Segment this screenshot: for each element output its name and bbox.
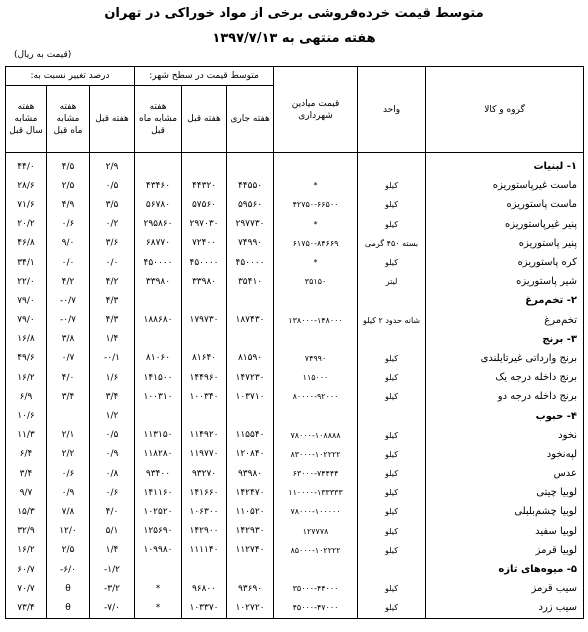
price-table xyxy=(5,66,584,619)
row-previous-week: ۵۷۵۶۰ xyxy=(182,195,227,214)
row-change-year-week: ۳۴/۱ xyxy=(6,253,47,272)
row-name: ۲- تخم‌مرغ xyxy=(426,291,584,310)
row-change-year-week: ۷۹/۰ xyxy=(6,291,47,310)
row-change-year-week: ۶/۹ xyxy=(6,387,47,406)
header-prev-week: هفته قبل xyxy=(182,86,227,153)
row-change-previous-week: ۰/۶ xyxy=(90,483,135,502)
row-month-week: ۶۸۷۷۰ xyxy=(135,234,182,253)
row-change-month-week: ۴/۰ xyxy=(47,368,90,387)
row-unit: کیلو xyxy=(358,215,426,234)
row-unit: کیلو xyxy=(358,579,426,598)
row-name: ۵- میوه‌های تازه xyxy=(426,560,584,579)
row-change-year-week: ۲۸/۶ xyxy=(6,176,47,195)
row-market-price xyxy=(274,560,358,579)
row-unit: کیلو xyxy=(358,598,426,618)
row-change-month-week: -۰/۷ xyxy=(47,291,90,310)
row-change-previous-week: ۴/۲ xyxy=(90,272,135,291)
row-change-month-week: ۲/۵ xyxy=(47,176,90,195)
row-change-month-week: ۲/۵ xyxy=(47,541,90,560)
row-unit: کیلو xyxy=(358,445,426,464)
row-current-week: ۱۸۷۴۳۰ xyxy=(227,311,274,330)
row-change-year-week: ۷۳/۴ xyxy=(6,598,47,618)
row-previous-week xyxy=(182,406,227,425)
row-market-price: ۸۵۰۰۰-۱۰۲۲۲۲ xyxy=(274,541,358,560)
header-market: قیمت میادین شهرداری xyxy=(274,67,358,153)
row-unit xyxy=(358,406,426,425)
table-row xyxy=(6,426,584,445)
header-group: گروه و کالا xyxy=(426,67,584,153)
table-row xyxy=(6,445,584,464)
row-unit: لیتر xyxy=(358,272,426,291)
table-row xyxy=(6,502,584,521)
row-change-month-week: ۲/۱ xyxy=(47,426,90,445)
row-name: ماست غیرپاستوریزه xyxy=(426,176,584,195)
row-current-week: ۱۱۲۷۴۰ xyxy=(227,541,274,560)
row-previous-week: ۱۰۶۳۰۰ xyxy=(182,502,227,521)
row-unit: کیلو xyxy=(358,483,426,502)
row-unit: کیلو xyxy=(358,253,426,272)
row-unit xyxy=(358,291,426,310)
row-change-previous-week: ۳/۵ xyxy=(90,195,135,214)
row-current-week: ۱۴۲۴۷۰ xyxy=(227,483,274,502)
row-month-week: ۱۲۵۶۹۰ xyxy=(135,522,182,541)
row-change-previous-week: ۳/۶ xyxy=(90,234,135,253)
row-change-previous-week: -۷/۰ xyxy=(90,598,135,618)
row-name: پنیر پاستوریزه xyxy=(426,234,584,253)
row-previous-week xyxy=(182,330,227,349)
row-name: ۳- برنج xyxy=(426,330,584,349)
row-market-price: ۳۵۰۰۰-۴۴۰۰۰ xyxy=(274,579,358,598)
row-month-week: ۸۱۰۶۰ xyxy=(135,349,182,368)
row-unit: کیلو xyxy=(358,387,426,406)
row-current-week: ۱۲۰۸۴۰ xyxy=(227,445,274,464)
row-previous-week: ۱۱۹۷۷۰ xyxy=(182,445,227,464)
row-unit: بسته ۴۵۰ گرمی xyxy=(358,234,426,253)
row-previous-week: ۷۲۴۰۰ xyxy=(182,234,227,253)
row-change-month-week: ۹/۰ xyxy=(47,234,90,253)
row-change-year-week: ۳۲/۹ xyxy=(6,522,47,541)
row-current-week: ۳۵۴۱۰ xyxy=(227,272,274,291)
row-change-year-week: ۱۵/۳ xyxy=(6,502,47,521)
row-name: شیر پاستوریزه xyxy=(426,272,584,291)
row-change-month-week: ۰/۶ xyxy=(47,464,90,483)
row-current-week: ۱۰۳۷۱۰ xyxy=(227,387,274,406)
row-change-previous-week: ۴/۳ xyxy=(90,311,135,330)
table-row xyxy=(6,311,584,330)
report-subtitle: هفته منتهی به ۱۳۹۷/۷/۱۳ xyxy=(212,31,376,46)
row-current-week: ۵۹۵۶۰ xyxy=(227,195,274,214)
row-change-month-week: ۴/۲ xyxy=(47,272,90,291)
row-market-price: ۳۵۱۵۰ xyxy=(274,272,358,291)
header-unit: واحد xyxy=(358,67,426,153)
table-row xyxy=(6,272,584,291)
row-change-month-week: θ xyxy=(47,598,90,618)
row-previous-week xyxy=(182,153,227,177)
row-change-year-week: ۱۶/۲ xyxy=(6,541,47,560)
category-row xyxy=(6,406,584,425)
row-change-previous-week: ۱/۴ xyxy=(90,330,135,349)
row-unit: کیلو xyxy=(358,195,426,214)
row-previous-week: ۲۹۷۰۳۰ xyxy=(182,215,227,234)
table-body xyxy=(6,153,584,619)
row-name: برنج داخله درجه دو xyxy=(426,387,584,406)
row-name: سیب زرد xyxy=(426,598,584,618)
row-name: کره پاستوریزه xyxy=(426,253,584,272)
row-market-price: * xyxy=(274,253,358,272)
row-market-price xyxy=(274,291,358,310)
row-previous-week: ۴۴۳۲۰ xyxy=(182,176,227,195)
row-unit: کیلو xyxy=(358,349,426,368)
row-change-month-week: ۳/۴ xyxy=(47,387,90,406)
row-change-month-week: ۳/۸ xyxy=(47,330,90,349)
row-market-price: ۴۵۰۰۰-۴۷۰۰۰ xyxy=(274,598,358,618)
row-change-previous-week: ۰/۲ xyxy=(90,215,135,234)
table-row xyxy=(6,253,584,272)
row-month-week: ۱۱۳۱۵۰ xyxy=(135,426,182,445)
row-previous-week: ۱۱۱۱۴۰ xyxy=(182,541,227,560)
row-unit: کیلو xyxy=(358,464,426,483)
row-change-month-week: ۲/۲ xyxy=(47,445,90,464)
row-change-previous-week: ۵/۱ xyxy=(90,522,135,541)
row-unit: کیلو xyxy=(358,426,426,445)
table-row xyxy=(6,522,584,541)
row-change-month-week: ۷/۸ xyxy=(47,502,90,521)
row-change-previous-week: ۰/۸ xyxy=(90,464,135,483)
row-previous-week xyxy=(182,560,227,579)
row-change-year-week: ۱۶/۲ xyxy=(6,368,47,387)
row-change-year-week: ۳/۴ xyxy=(6,464,47,483)
row-change-month-week: ۰/۹ xyxy=(47,483,90,502)
row-name: تخم‌مرغ xyxy=(426,311,584,330)
row-market-price: ۷۸۰۰۰-۱۰۰۰۰۰ xyxy=(274,502,358,521)
table-row xyxy=(6,387,584,406)
row-change-year-week: ۷۹/۰ xyxy=(6,311,47,330)
row-name: لپه‌نخود xyxy=(426,445,584,464)
row-change-year-week: ۷۰/۷ xyxy=(6,579,47,598)
row-previous-week: ۳۳۹۸۰ xyxy=(182,272,227,291)
row-change-previous-week: ۰/۹ xyxy=(90,445,135,464)
row-market-price: ۱۱۰۰۰۰-۱۳۳۳۳۳ xyxy=(274,483,358,502)
row-current-week: ۴۴۵۵۰ xyxy=(227,176,274,195)
row-month-week: ۱۸۸۶۸۰ xyxy=(135,311,182,330)
row-name: لوبیا چیتی xyxy=(426,483,584,502)
row-unit xyxy=(358,330,426,349)
row-current-week xyxy=(227,406,274,425)
row-month-week xyxy=(135,560,182,579)
table-row xyxy=(6,464,584,483)
row-change-month-week: ۰/۷ xyxy=(47,349,90,368)
row-month-week xyxy=(135,406,182,425)
table-row xyxy=(6,215,584,234)
table-row xyxy=(6,368,584,387)
table-row xyxy=(6,541,584,560)
row-change-previous-week: ۴/۳ xyxy=(90,291,135,310)
row-change-previous-week: ۴/۰ xyxy=(90,502,135,521)
row-current-week: ۱۱۰۵۲۰ xyxy=(227,502,274,521)
row-month-week: ۵۶۷۸۰ xyxy=(135,195,182,214)
row-name: لوبیا قرمز xyxy=(426,541,584,560)
category-row xyxy=(6,560,584,579)
row-name: نخود xyxy=(426,426,584,445)
row-month-week: ۱۰۹۹۸۰ xyxy=(135,541,182,560)
row-change-previous-week: -۱/۲ xyxy=(90,560,135,579)
header-avg-price: متوسط قیمت در سطح شهر: xyxy=(135,67,274,86)
table-row xyxy=(6,579,584,598)
row-change-year-week: ۶۰/۷ xyxy=(6,560,47,579)
row-change-year-week: ۲۲/۰ xyxy=(6,272,47,291)
category-row xyxy=(6,153,584,177)
row-month-week xyxy=(135,153,182,177)
row-change-year-week: ۶/۴ xyxy=(6,445,47,464)
row-change-year-week: ۴۹/۶ xyxy=(6,349,47,368)
row-change-year-week: ۱۰/۶ xyxy=(6,406,47,425)
row-change-year-week: ۱۱/۳ xyxy=(6,426,47,445)
row-previous-week: ۱۰۰۳۴۰ xyxy=(182,387,227,406)
row-name: برنج وارداتی غیرتایلندی xyxy=(426,349,584,368)
row-change-year-week: ۹/۷ xyxy=(6,483,47,502)
row-month-week xyxy=(135,330,182,349)
row-change-month-week: -۶/۰ xyxy=(47,560,90,579)
table-row xyxy=(6,349,584,368)
row-market-price: ۶۱۷۵۰-۸۴۶۶۹ xyxy=(274,234,358,253)
row-name: ۴- حبوب xyxy=(426,406,584,425)
row-change-previous-week: -۰/۱ xyxy=(90,349,135,368)
row-change-previous-week: ۱/۲ xyxy=(90,406,135,425)
row-unit: کیلو xyxy=(358,368,426,387)
row-month-week: ۴۵۰۰۰۰ xyxy=(135,253,182,272)
header-change-prev-week: هفته قبل xyxy=(90,86,135,153)
row-month-week: * xyxy=(135,598,182,618)
row-change-previous-week: ۱/۴ xyxy=(90,541,135,560)
row-unit: کیلو xyxy=(358,541,426,560)
row-change-previous-week: ۳/۴ xyxy=(90,387,135,406)
category-row xyxy=(6,291,584,310)
header-change: درصد تغییر نسبت به: xyxy=(6,67,135,86)
unit-note: (قیمت به ریال) xyxy=(14,50,72,60)
header-month-week: هفته مشابه ماه قبل xyxy=(135,86,182,153)
table-row xyxy=(6,176,584,195)
row-month-week: ۱۰۰۳۱۰ xyxy=(135,387,182,406)
row-change-month-week: ۱۲/۰ xyxy=(47,522,90,541)
table-row xyxy=(6,598,584,618)
row-market-price: ۷۴۹۹۰ xyxy=(274,349,358,368)
row-current-week xyxy=(227,291,274,310)
row-name: برنج داخله درجه یک xyxy=(426,368,584,387)
row-market-price: ۱۱۵۰۰۰ xyxy=(274,368,358,387)
row-previous-week xyxy=(182,291,227,310)
row-name: عدس xyxy=(426,464,584,483)
row-change-previous-week: ۰/۵ xyxy=(90,176,135,195)
row-change-month-week xyxy=(47,406,90,425)
row-month-week: ۱۰۲۵۲۰ xyxy=(135,502,182,521)
row-name: پنیر غیرپاستوریزه xyxy=(426,215,584,234)
row-month-week: ۲۹۵۸۶۰ xyxy=(135,215,182,234)
row-current-week: ۱۱۵۵۴۰ xyxy=(227,426,274,445)
row-unit: کیلو xyxy=(358,176,426,195)
report-title: متوسط قیمت خرده‌فروشی برخی از مواد خوراکی در تهران xyxy=(104,6,484,21)
row-market-price: ۱۳۸۰۰۰-۱۴۸۰۰۰ xyxy=(274,311,358,330)
table-row xyxy=(6,195,584,214)
row-current-week xyxy=(227,153,274,177)
row-name: ماست پاستوریزه xyxy=(426,195,584,214)
table-row xyxy=(6,483,584,502)
row-unit xyxy=(358,153,426,177)
row-unit: کیلو xyxy=(358,502,426,521)
row-unit: شانه حدود ۲ کیلو xyxy=(358,311,426,330)
row-change-year-week: ۴۴/۰ xyxy=(6,153,47,177)
row-month-week: ۳۳۹۸۰ xyxy=(135,272,182,291)
row-name: سیب قرمز xyxy=(426,579,584,598)
row-previous-week: ۴۵۰۰۰۰ xyxy=(182,253,227,272)
row-change-year-week: ۴۶/۸ xyxy=(6,234,47,253)
row-current-week xyxy=(227,330,274,349)
row-current-week: ۱۰۲۷۲۰ xyxy=(227,598,274,618)
row-name: لوبیا چشم‌بلبلی xyxy=(426,502,584,521)
row-unit: کیلو xyxy=(358,522,426,541)
row-previous-week: ۹۶۸۰۰ xyxy=(182,579,227,598)
row-previous-week: ۱۱۴۹۲۰ xyxy=(182,426,227,445)
row-current-week: ۱۴۲۹۳۰ xyxy=(227,522,274,541)
row-change-month-week: ۴/۵ xyxy=(47,153,90,177)
row-current-week: ۲۹۷۷۳۰ xyxy=(227,215,274,234)
row-market-price: ۸۰۰۰۰-۹۲۰۰۰ xyxy=(274,387,358,406)
row-current-week: ۹۳۹۸۰ xyxy=(227,464,274,483)
row-market-price xyxy=(274,153,358,177)
row-previous-week: ۱۴۴۹۶۰ xyxy=(182,368,227,387)
row-market-price xyxy=(274,406,358,425)
row-month-week: ۱۴۱۱۶۰ xyxy=(135,483,182,502)
row-current-week: ۱۴۷۲۳۰ xyxy=(227,368,274,387)
row-month-week: ۹۳۴۰۰ xyxy=(135,464,182,483)
category-row xyxy=(6,330,584,349)
row-change-month-week: ۰/۶ xyxy=(47,215,90,234)
row-change-month-week: ۰/۰ xyxy=(47,253,90,272)
row-previous-week: ۱۴۲۹۰۰ xyxy=(182,522,227,541)
row-previous-week: ۱۰۳۳۷۰ xyxy=(182,598,227,618)
row-market-price: ۶۳۰۰۰-۷۴۴۴۴ xyxy=(274,464,358,483)
row-change-year-week: ۱۶/۸ xyxy=(6,330,47,349)
row-unit xyxy=(358,560,426,579)
row-previous-week: ۹۳۲۷۰ xyxy=(182,464,227,483)
row-month-week: * xyxy=(135,579,182,598)
row-market-price: ۴۲۷۵۰-۶۶۵۰۰ xyxy=(274,195,358,214)
header-change-year-week: هفته مشابه سال قبل xyxy=(6,86,47,153)
row-market-price xyxy=(274,330,358,349)
row-previous-week: ۱۴۱۶۶۰ xyxy=(182,483,227,502)
row-change-year-week: ۲۰/۲ xyxy=(6,215,47,234)
row-current-week: ۴۵۰۰۰۰ xyxy=(227,253,274,272)
row-current-week: ۷۴۹۹۰ xyxy=(227,234,274,253)
row-change-previous-week: ۲/۹ xyxy=(90,153,135,177)
row-month-week: ۱۱۸۲۸۰ xyxy=(135,445,182,464)
row-change-month-week: -۰/۷ xyxy=(47,311,90,330)
row-current-week xyxy=(227,560,274,579)
row-month-week: ۱۴۱۵۰۰ xyxy=(135,368,182,387)
row-market-price: ۸۳۰۰۰-۱۰۲۲۲۲ xyxy=(274,445,358,464)
table-row xyxy=(6,234,584,253)
row-change-previous-week: ۰/۵ xyxy=(90,426,135,445)
row-previous-week: ۱۷۹۷۳۰ xyxy=(182,311,227,330)
row-change-previous-week: ۱/۶ xyxy=(90,368,135,387)
row-name: لوبیا سفید xyxy=(426,522,584,541)
row-current-week: ۹۳۶۹۰ xyxy=(227,579,274,598)
header-cur-week: هفته جاری xyxy=(227,86,274,153)
row-change-previous-week: ۰/۰ xyxy=(90,253,135,272)
row-market-price: * xyxy=(274,215,358,234)
row-market-price: ۱۲۷۷۷۸ xyxy=(274,522,358,541)
row-month-week xyxy=(135,291,182,310)
header-change-month-week: هفته مشابه ماه قبل xyxy=(47,86,90,153)
row-month-week: ۴۳۴۶۰ xyxy=(135,176,182,195)
row-change-year-week: ۷۱/۶ xyxy=(6,195,47,214)
row-previous-week: ۸۱۶۴۰ xyxy=(182,349,227,368)
row-change-previous-week: -۳/۲ xyxy=(90,579,135,598)
row-change-month-week: θ xyxy=(47,579,90,598)
row-market-price: ۷۸۰۰۰-۱۰۸۸۸۸ xyxy=(274,426,358,445)
row-market-price: * xyxy=(274,176,358,195)
row-change-month-week: ۴/۹ xyxy=(47,195,90,214)
row-current-week: ۸۱۵۹۰ xyxy=(227,349,274,368)
row-name: ۱- لبنیات xyxy=(426,153,584,177)
